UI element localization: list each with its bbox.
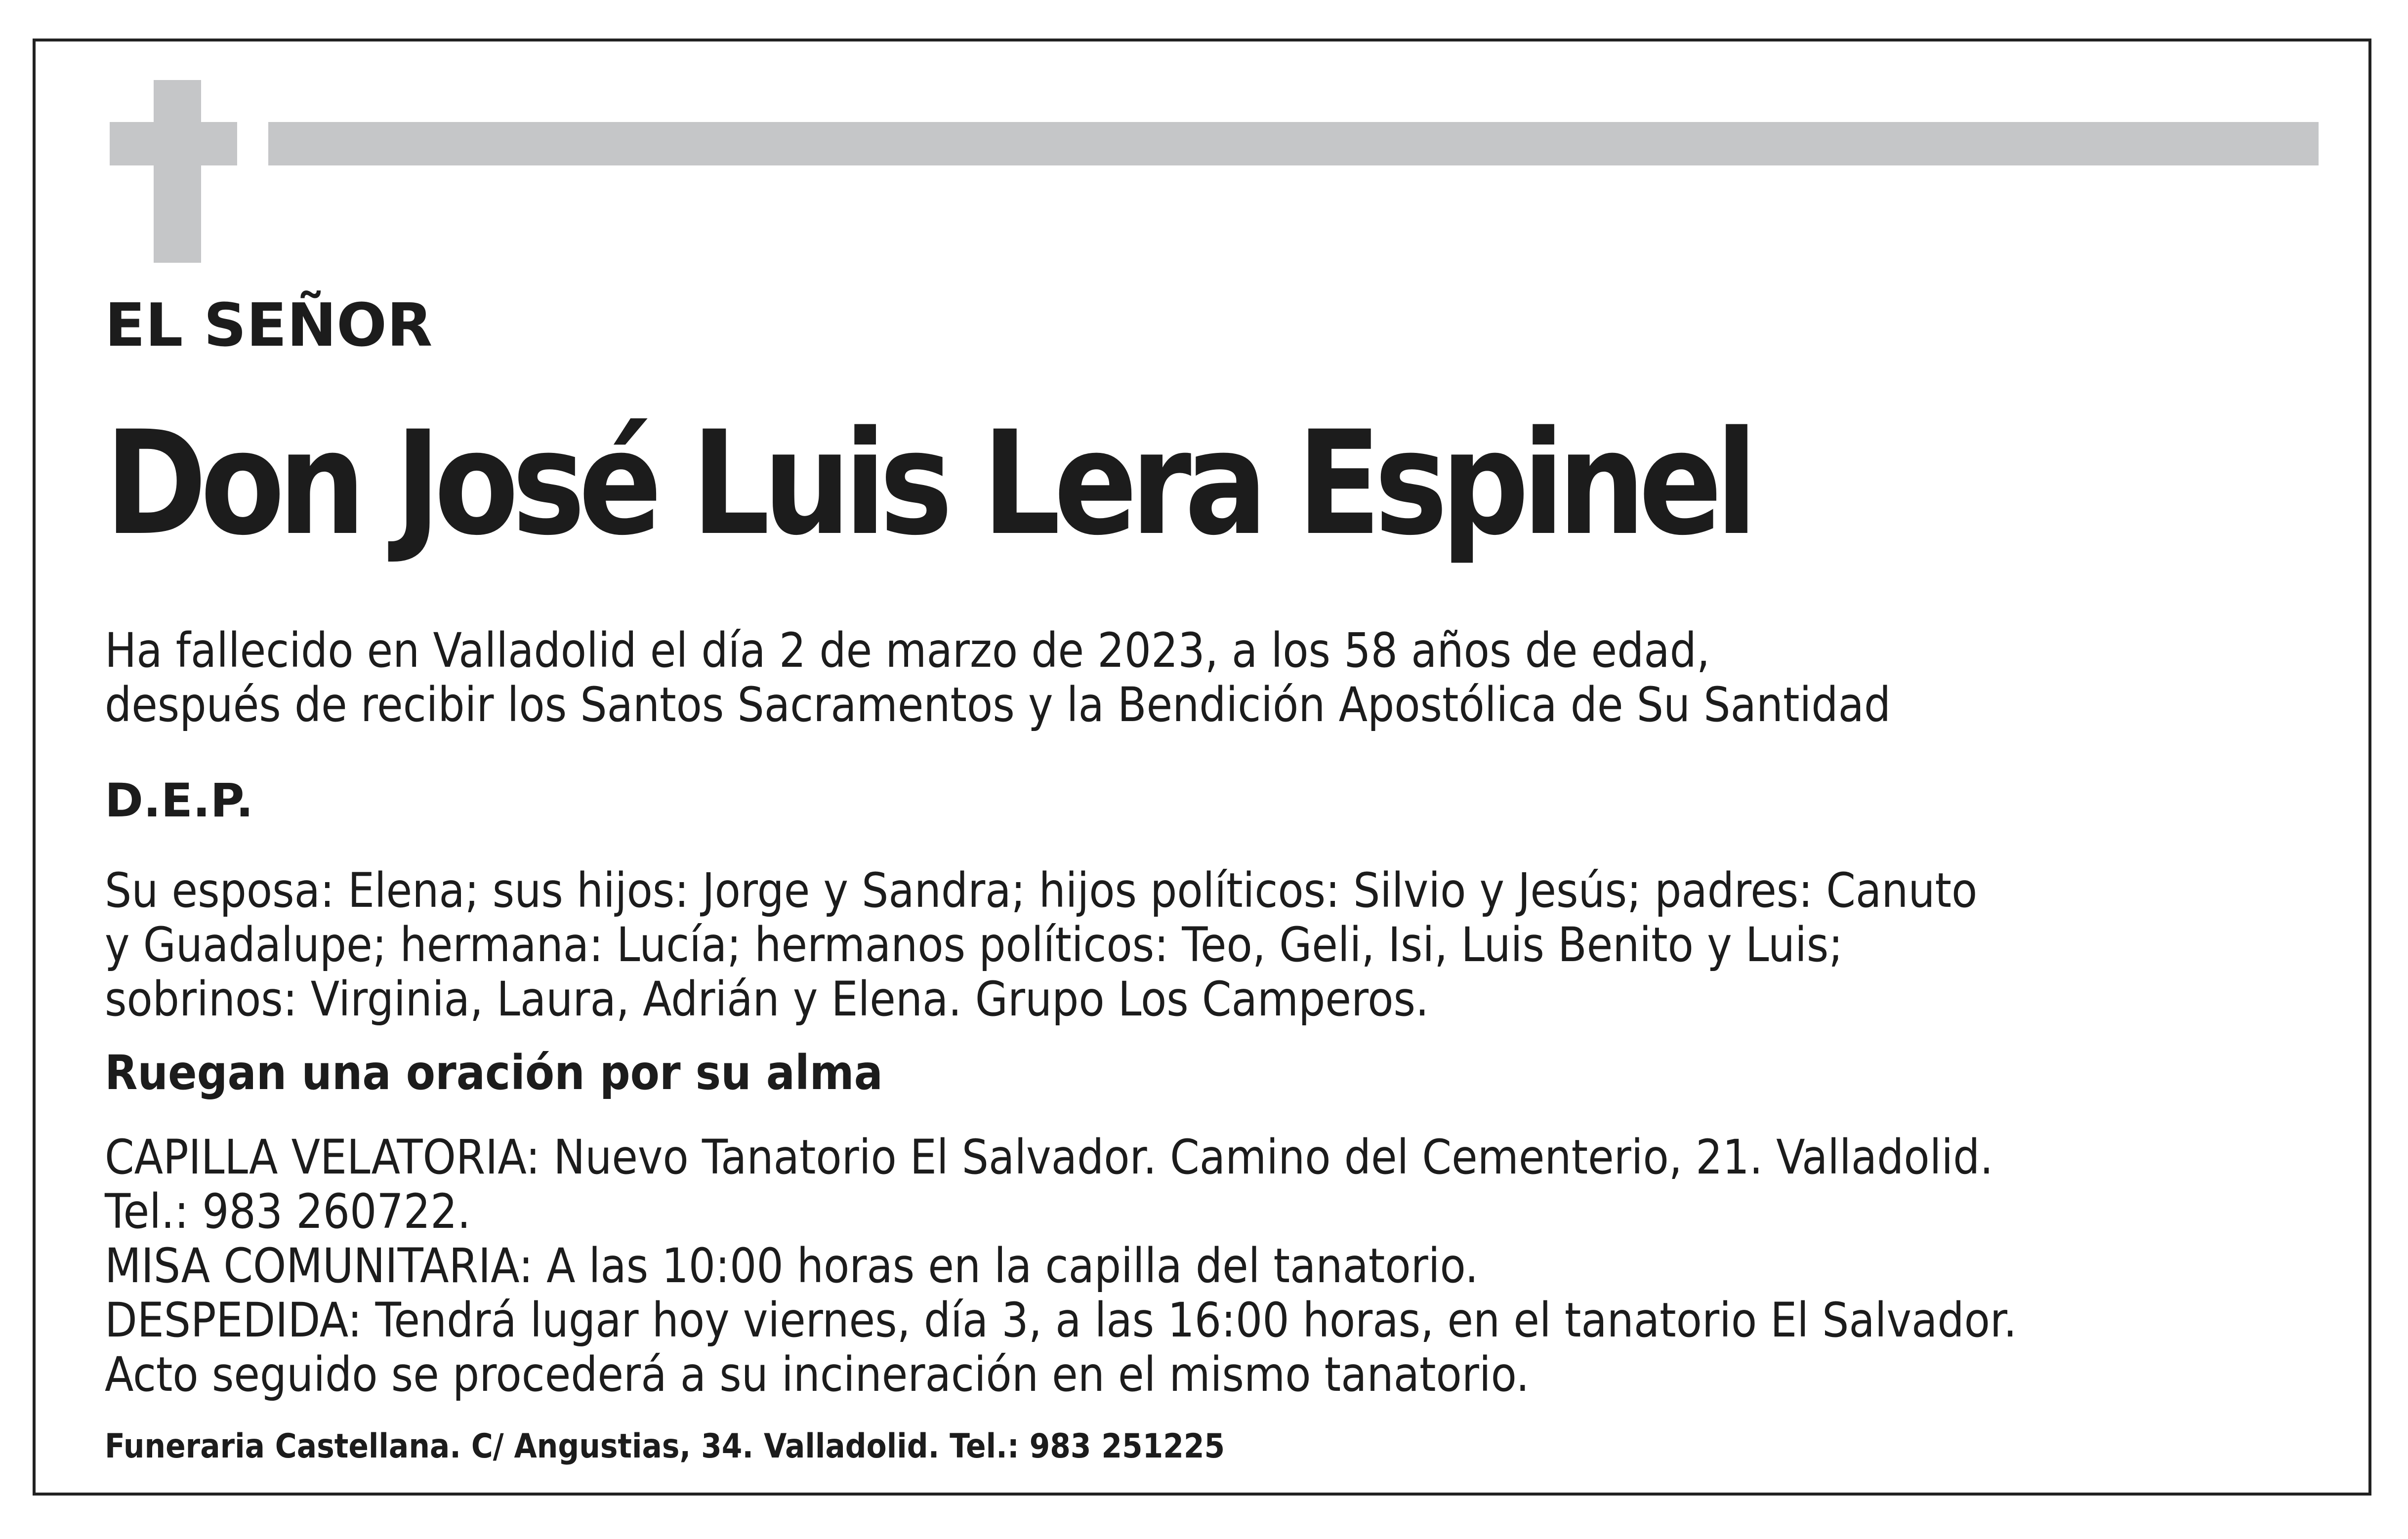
services-line: MISA COMUNITARIA: A las 10:00 horas en la capilla del tanatorio. — [105, 1238, 1479, 1294]
honorific: EL SEÑOR — [105, 291, 433, 360]
cross-icon-horizontal — [110, 122, 237, 165]
cross-icon-vertical — [154, 80, 201, 263]
prayer-request: Ruegan una oración por su alma — [105, 1045, 883, 1100]
death-notice-line: Ha fallecido en Valladolid el día 2 de marzo de 2023, a los 58 años de edad, — [105, 623, 1710, 678]
services-info — [105, 1130, 2017, 1402]
services-line: CAPILLA VELATORIA: Nuevo Tanatorio El Salvador. Camino del Cementerio, 21. Valladolid. — [105, 1130, 1993, 1185]
services-line: Tel.: 983 260722. — [105, 1184, 471, 1239]
dep-label: D.E.P. — [105, 774, 254, 828]
death-notice-line: después de recibir los Santos Sacramentos y la Bendición Apostólica de Su Santidad — [105, 677, 1891, 732]
header-bar — [268, 122, 2319, 165]
services-line: DESPEDIDA: Tendrá lugar hoy viernes, día 3, a las 16:00 horas, en el tanatorio El Salvador. — [105, 1293, 2017, 1348]
funeral-home-footer: Funeraria Castellana. C/ Angustias, 34. Valladolid. Tel.: 983 251225 — [105, 1427, 1225, 1466]
services-line: Acto seguido se procederá a su incineración en el mismo tanatorio. — [105, 1347, 1530, 1402]
family-line: Su esposa: Elena; sus hijos: Jorge y Sandra; hijos políticos: Silvio y Jesús; padres: Canuto — [105, 863, 1978, 918]
family-line: sobrinos: Virginia, Laura, Adrián y Elena. Grupo Los Camperos. — [105, 972, 1429, 1027]
death-notice — [105, 623, 1891, 732]
family-line: y Guadalupe; hermana: Lucía; hermanos políticos: Teo, Geli, Isi, Luis Benito y Luis; — [105, 917, 1843, 972]
deceased-name: Don José Luis Lera Espinel — [105, 401, 1751, 567]
family-list — [105, 863, 1977, 1026]
